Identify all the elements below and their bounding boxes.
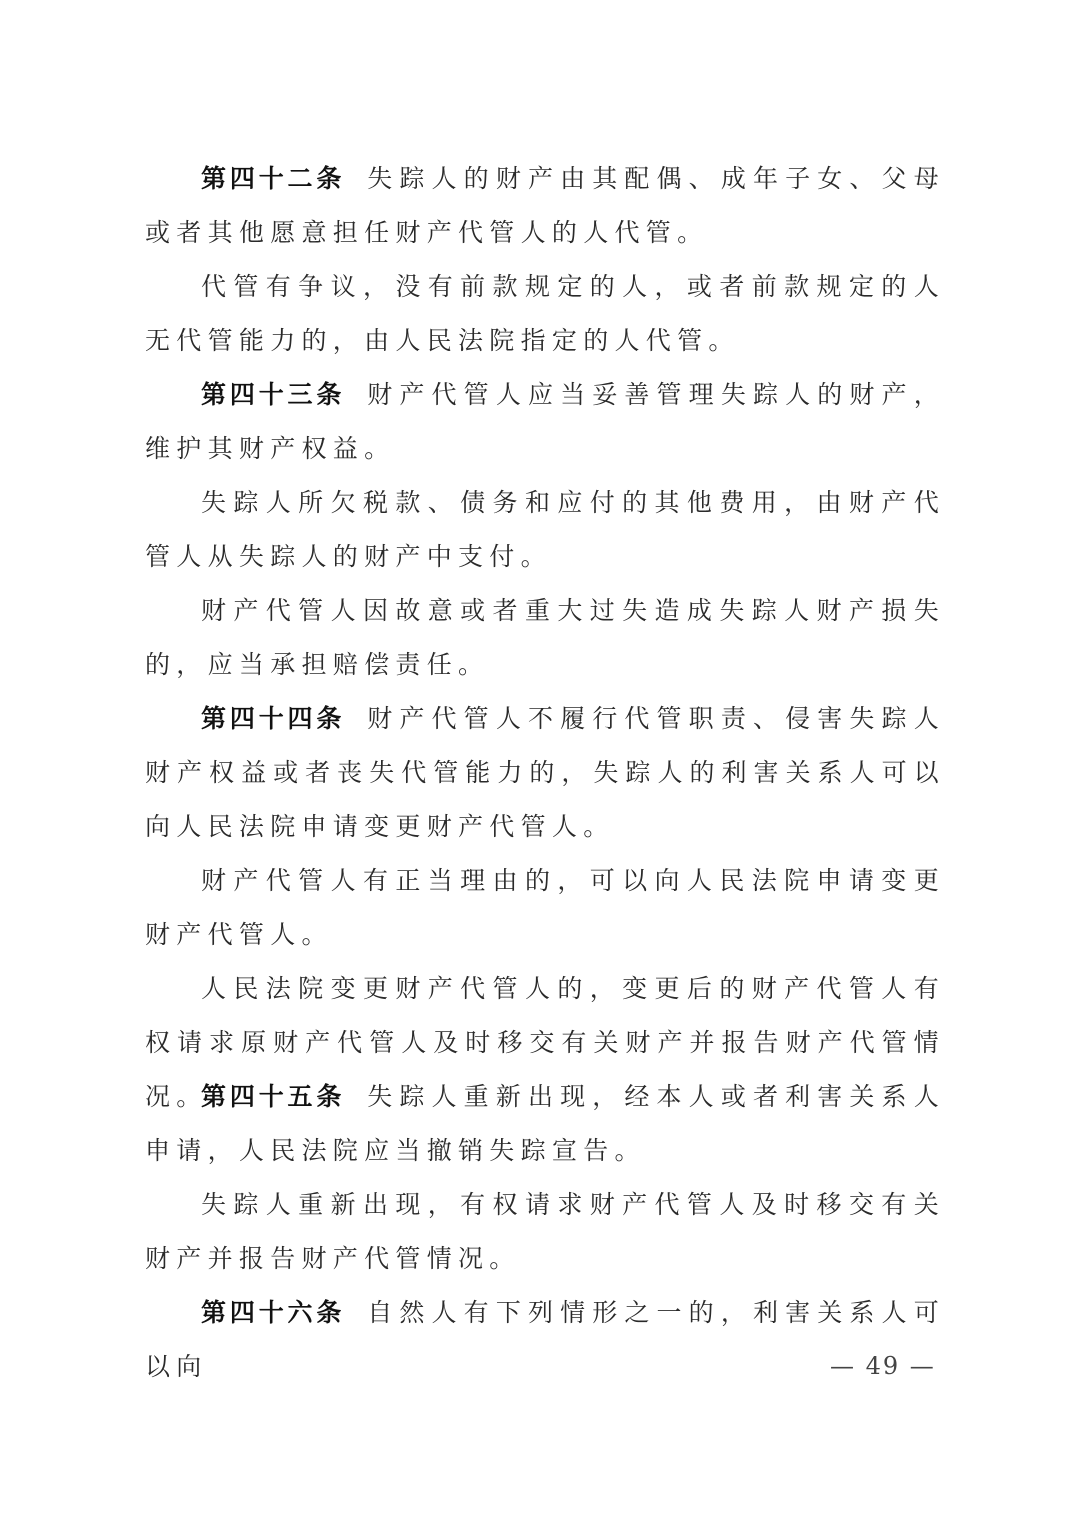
paragraph-article-43 bbox=[145, 368, 945, 476]
paragraph-text: 失踪人重新出现，经本人或者利害关系人申请，人民法院应当撤销失踪宣告。 bbox=[145, 1082, 945, 1165]
article-number: 第四十五条 bbox=[201, 1082, 346, 1111]
paragraph-article-43-clause-3 bbox=[145, 584, 945, 692]
paragraph-text: 人民法院变更财产代管人的，变更后的财产代管人有权请求原财产代管人及时移交有关财产并报告财产代管情况。 bbox=[145, 974, 945, 1111]
paragraph-article-42 bbox=[145, 152, 945, 260]
page-number: — 49 — bbox=[830, 1352, 936, 1380]
paragraph-article-44 bbox=[145, 692, 945, 854]
paragraph-article-44-clause-2 bbox=[145, 854, 945, 962]
paragraph-article-46 bbox=[145, 1286, 945, 1394]
paragraph-text: 失踪人的财产由其配偶、成年子女、父母或者其他愿意担任财产代管人的人代管。 bbox=[145, 164, 945, 247]
paragraph-text: 财产代管人应当妥善管理失踪人的财产，维护其财产权益。 bbox=[145, 380, 945, 463]
paragraph-article-45 bbox=[145, 1070, 945, 1178]
paragraph-text: 自然人有下列情形之一的，利害关系人可以向 bbox=[145, 1298, 945, 1381]
paragraph-text: 代管有争议，没有前款规定的人，或者前款规定的人无代管能力的，由人民法院指定的人代管。 bbox=[145, 272, 945, 355]
paragraph-text: 财产代管人因故意或者重大过失造成失踪人财产损失的，应当承担赔偿责任。 bbox=[145, 596, 945, 679]
paragraph-text: 失踪人重新出现，有权请求财产代管人及时移交有关财产并报告财产代管情况。 bbox=[145, 1190, 945, 1273]
article-number: 第四十二条 bbox=[201, 164, 346, 193]
paragraph-article-42-clause-2 bbox=[145, 260, 945, 368]
paragraph-text: 财产代管人有正当理由的，可以向人民法院申请变更财产代管人。 bbox=[145, 866, 945, 949]
article-number: 第四十四条 bbox=[201, 704, 346, 733]
paragraph-text: 财产代管人不履行代管职责、侵害失踪人财产权益或者丧失代管能力的，失踪人的利害关系人可以向人民法院申请变更财产代管人。 bbox=[145, 704, 945, 841]
paragraph-article-43-clause-2 bbox=[145, 476, 945, 584]
article-number: 第四十三条 bbox=[201, 380, 346, 409]
article-number: 第四十六条 bbox=[201, 1298, 346, 1327]
paragraph-article-45-clause-2 bbox=[145, 1178, 945, 1286]
paragraph-text: 失踪人所欠税款、债务和应付的其他费用，由财产代管人从失踪人的财产中支付。 bbox=[145, 488, 945, 571]
